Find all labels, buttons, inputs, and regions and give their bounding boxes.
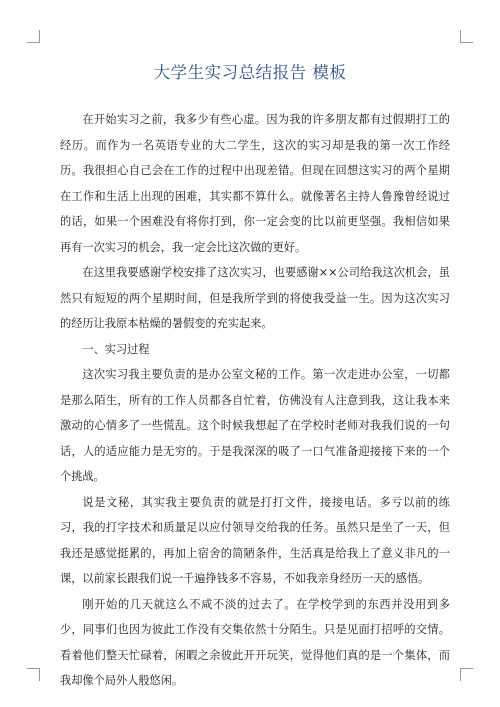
page-corner-mark-top-left bbox=[27, 30, 40, 43]
paragraph-secretary-work: 这次实习我主要负责的是办公室文秘的工作。第一次走进办公室，一切都是那么陌生，所有的工作人员都各自忙着，仿佛没有人注意到我，这让我本来激动的心情多了一些慌乱。这个时候我想起了在学校时老师对我我们说的一句话，人的适应能力是无穷的。于是我深深的吸了一口气准备迎接接下来的一个个挑战。 bbox=[60, 368, 450, 483]
paragraph-intro: 在开始实习之前，我多少有些心虚。因为我的许多朋友都有过假期打工的经历。而作为一名英语专业的大二学生，这次的实习却是我的第一次工作经历。我很担心自己会在工作的过程中出现差错。但现在回想这实习的两个星期在工作和生活上出现的困难，其实都不算什么。就像著名主持人鲁豫曾经说过的话，如果一个困难没有将你打到，你一定会变的比以前更坚强。我相信如果再有一次实习的机会，我一定会比这次做的更好。 bbox=[60, 113, 450, 254]
paragraph-typing-tasks: 说是文秘，其实我主要负责的就是打打文件，接接电话。多亏以前的练习，我的打字技术和质量足以应付领导交给我的任务。虽然只是坐了一天，但我还是感觉挺累的，再加上宿舍的简陋条件，生活真是给我上了意义非凡的一课，以前家长跟我们说一千遍挣钱多不容易，不如我亲身经历一天的感悟。 bbox=[60, 495, 450, 585]
paragraph-first-days: 刚开始的几天就这么不咸不淡的过去了。在学校学到的东西并没用到多少，同事们也因为彼此工作没有交集依然十分陌生。只是见面打招呼的交情。看着他们整天忙碌着，闲暇之余彼此开开玩笑，觉得他们真的是一个集体，而我却像个局外人般悠闲。 bbox=[60, 597, 450, 687]
section-heading-internship-process: 一、实习过程 bbox=[82, 342, 150, 356]
document-title: 大学生实习总结报告 模板 bbox=[153, 63, 347, 82]
document-body bbox=[60, 107, 450, 694]
paragraph-thanks: 在这里我要感谢学校安排了这次实习，也要感谢××公司给我这次机会，虽然只有短短的两个星期时间，但是我所学到的将使我受益一生。因为这次实习的经历让我原本枯燥的暑假变的充实起来。 bbox=[60, 266, 450, 330]
page-corner-mark-bottom-right bbox=[460, 668, 473, 681]
page-corner-mark-top-right bbox=[460, 30, 473, 43]
page-corner-mark-bottom-left bbox=[27, 668, 40, 681]
